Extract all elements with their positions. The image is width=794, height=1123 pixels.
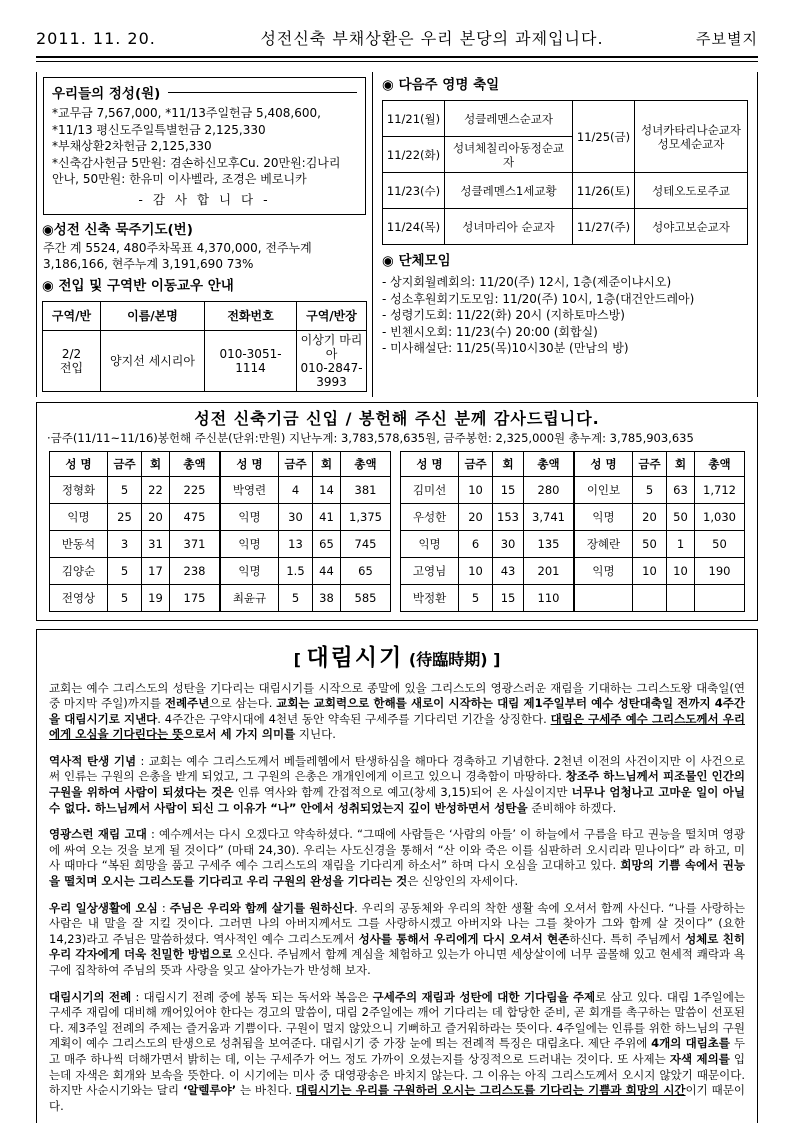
- text-run: 준비해야 하겠다.: [527, 800, 617, 815]
- rosary-heading: ◉성전 신축 묵주기도(번): [42, 221, 193, 238]
- table-cell: 6: [459, 530, 493, 557]
- table-cell: 65: [313, 530, 341, 557]
- table-cell: 43: [493, 557, 524, 584]
- table-cell: 10: [633, 557, 667, 584]
- top-section: [36, 72, 758, 397]
- table-cell: 성야고보순교자: [635, 209, 748, 245]
- table-cell: 5: [459, 584, 493, 611]
- column-header: 구역/반장: [297, 301, 367, 330]
- text-run: 은 신앙인의 자세이다.: [407, 874, 519, 889]
- header-label: 주보별지: [696, 30, 758, 48]
- table-cell: 전영상: [50, 584, 108, 611]
- table-cell: 585: [341, 584, 391, 611]
- table-cell: [695, 584, 745, 611]
- offerings-box: [43, 77, 366, 215]
- table-cell: 201: [524, 557, 574, 584]
- table-cell: 238: [170, 557, 220, 584]
- column-header: 금주: [633, 451, 667, 476]
- transfer-heading: ◉ 전입 및 구역반 이동교우 안내: [42, 277, 234, 294]
- advent-paragraph-second-coming: [49, 827, 745, 889]
- table-cell: 22: [142, 476, 170, 503]
- table-cell: 성녀마리아 순교자: [445, 209, 573, 245]
- fund-table-pair-left: [49, 451, 391, 612]
- table-cell: 익명: [221, 557, 279, 584]
- text-run: 인류 역사와 함께 간접적으로 예고(창세 3,15)되어 온 사실이지만: [233, 785, 572, 800]
- table-cell: 양지선 세시리아: [101, 330, 205, 391]
- text-run: 전례주년: [164, 696, 210, 711]
- table-cell: 30: [493, 530, 524, 557]
- table-cell: 20: [633, 503, 667, 530]
- table-cell: 381: [341, 476, 391, 503]
- text-run: :: [157, 900, 170, 915]
- table-row: [221, 530, 391, 557]
- list-item: - 상지회월례회의: 11/20(주) 12시, 1층(제준이냐시오): [382, 275, 672, 289]
- table-cell: 11/25(금): [573, 101, 635, 173]
- feast-heading: ◉ 다음주 영명 축일: [382, 77, 500, 93]
- fund-section: [36, 402, 758, 621]
- header-divider: [36, 56, 758, 62]
- rosary-body: 주간 계 5524, 480주차목표 4,370,000, 전주누계 3,186,166, 현주누계 3,191,690 73%: [43, 240, 312, 271]
- table-cell: 4: [279, 476, 313, 503]
- list-item: - 성소후원회기도모임: 11/20(주) 10시, 1층(대건안드레아): [382, 291, 695, 306]
- table-cell: 익명: [401, 530, 459, 557]
- column-header: 금주: [459, 451, 493, 476]
- table-cell: 성클레멘스순교자: [445, 101, 573, 137]
- table-cell: 41: [313, 503, 341, 530]
- table-cell: 280: [524, 476, 574, 503]
- table-cell: 20: [459, 503, 493, 530]
- table-cell: [667, 584, 695, 611]
- column-header: 금주: [279, 451, 313, 476]
- text-run: 지닌다.: [295, 727, 336, 742]
- table-cell: 19: [142, 584, 170, 611]
- table-cell: 이인보: [575, 476, 633, 503]
- table-row: [221, 503, 391, 530]
- table-cell: 성클레멘스1세교황: [445, 173, 573, 209]
- text-run: 역사적 탄생 기념: [49, 753, 137, 768]
- text-run: 성사를 통해서 우리에게 다시 오셔서 현존: [358, 931, 570, 946]
- table-cell: 1: [667, 530, 695, 557]
- text-run: 대림은 구세주 예수 그리스도께서 우리에게 오심을 기다린다는 뜻: [49, 711, 745, 742]
- page-title: 성전신축 부채상환은 우리 본당의 과제입니다.: [260, 29, 604, 48]
- table-cell: 박영련: [221, 476, 279, 503]
- table-header-row: [401, 451, 574, 476]
- table-row: [575, 503, 745, 530]
- table-cell: 65: [341, 557, 391, 584]
- table-row: [575, 557, 745, 584]
- table-cell: 익명: [50, 503, 108, 530]
- table-header-row: [50, 451, 220, 476]
- list-item: *신축감사헌금 5만원: 겸손하신모후Cu. 20만원:김나리: [52, 155, 341, 170]
- table-cell: 김양순: [50, 557, 108, 584]
- list-item: - 성령기도회: 11/22(화) 20시 (지하토마스방): [382, 308, 625, 322]
- table-row: [401, 557, 574, 584]
- text-run: 너무나 엄청나고 고마운 일이 아닐 수 없다. 하느님께서 사람이 되신 그 이유가 “나” 안에서 성취되었는지 깊이 반성하면서 성탄을: [49, 785, 745, 815]
- list-item: *부채상환2차헌금 2,125,330: [52, 139, 212, 153]
- table-cell: 10: [459, 476, 493, 503]
- header-date: 2011. 11. 20.: [36, 29, 156, 48]
- table-header-row: [43, 301, 367, 330]
- column-header: 성 명: [221, 451, 279, 476]
- table-cell: 25: [108, 503, 142, 530]
- text-run: 두고 매주 하나씩 더해가면서 밝히는 데, 이는 구세주가 어느 정도 가까이 오셨는지를 상징적으로 드러내는 것이다. 또 사제는: [49, 1036, 745, 1066]
- advent-paragraph-liturgy: [49, 990, 745, 1115]
- table-cell: 정형화: [50, 476, 108, 503]
- table-cell: 3,741: [524, 503, 574, 530]
- table-cell: 11/27(주): [573, 209, 635, 245]
- fund-tables: [45, 451, 749, 612]
- table-row: [50, 584, 220, 611]
- text-run: (待臨時期) ]: [403, 649, 501, 669]
- fund-table-3: [400, 451, 574, 612]
- table-cell: 371: [170, 530, 220, 557]
- table-cell: 135: [524, 530, 574, 557]
- text-run: 오신다. 주님께서 함께 계심을 체험하고 있는가 아니면 세상살이에 너무 골몰해 있고 현세적 쾌락과 욕구에 집착하여 주님의 뜻과 사랑을 잊고 살아가는가 반성해 보자.: [49, 947, 745, 977]
- column-header: 총액: [524, 451, 574, 476]
- table-cell: 15: [493, 476, 524, 503]
- top-right-column: [373, 72, 757, 397]
- advent-section: [36, 629, 758, 1123]
- table-cell: 13: [279, 530, 313, 557]
- text-run: : 예수께서는 다시 오겠다고 약속하셨다. “그때에 사람들은 ‘사람의 아들’ 이 하늘에서 구름을 타고 권능을 떨치며 영광에 싸여 오는 것을 보게 될 것이다” (마태 24,30). 우리는 사도신경을 통해서 “산 이와 죽은 이를 심판하러 오시리라 믿나이다” 라 하고, 미사 때마다 “복된 희망을 품고 구세주 예수 그리스도의 재림을 기다리게 하소서” 하며 다시 오심을 고대하고 있다.: [49, 827, 745, 873]
- table-cell: 5: [108, 557, 142, 584]
- advent-title: [49, 639, 745, 672]
- text-run: [: [293, 649, 307, 669]
- page-header: [36, 26, 758, 49]
- table-cell: 고영님: [401, 557, 459, 584]
- fund-table-pair-right: [400, 451, 745, 612]
- text-run: 주님은 우리와 함께 살기를 원하신다: [169, 900, 354, 915]
- table-cell: 225: [170, 476, 220, 503]
- table-cell: 2/2 전입: [43, 330, 101, 391]
- text-run: 입는데 자색은 회개와 보속을 뜻한다. 이 시기에는 미사 중 대영광송은 바치지 않는다. 그 이유는 아직 그리스도께서 오시지 않았기 때문이다. 하지만 사순시기와는 달리: [49, 1051, 745, 1098]
- table-row: [221, 476, 391, 503]
- advent-paragraph-intro: [49, 681, 745, 743]
- table-cell: 성테오도로주교: [635, 173, 748, 209]
- column-header: 총액: [695, 451, 745, 476]
- fund-subtitle: ·금주(11/11~11/16)봉헌해 주신분(단위:만원) 지난누계: 3,783,578,635원, 금주봉헌: 2,325,000원 총누계: 3,785,903,635: [47, 430, 694, 445]
- table-row: [575, 530, 745, 557]
- text-run: . 우리의 공동체와 우리의 착한 생활 속에 오셔서 함께 사신다. “나를 사랑하는 사람은 내 말을 잘 지킬 것이다. 그러면 나의 아버지께서도 그를 사랑하시겠고 아버지와 나는 그를 찾아가 그와 함께 살 것이다” (요한 14,23)라고 주님은 말씀하셨다. 역사적인 예수 그리스도께서: [49, 900, 746, 946]
- transfer-table: [42, 301, 367, 392]
- feast-days-table: [382, 100, 748, 245]
- table-row: [383, 209, 748, 245]
- table-cell: 3: [108, 530, 142, 557]
- table-cell: 5: [108, 584, 142, 611]
- column-header: 회: [142, 451, 170, 476]
- table-cell: 10: [459, 557, 493, 584]
- column-header: 구역/반: [43, 301, 101, 330]
- table-cell: 11/22(화): [383, 137, 445, 173]
- text-run: ‘알렐루야’: [182, 1083, 237, 1098]
- text-run: 영광스런 재림 고대: [49, 827, 147, 842]
- table-cell: 63: [667, 476, 695, 503]
- table-cell: 익명: [221, 530, 279, 557]
- table-cell: [633, 584, 667, 611]
- table-row: [383, 173, 748, 209]
- top-left-column: [37, 72, 373, 397]
- table-cell: 11/26(토): [573, 173, 635, 209]
- table-cell: 745: [341, 530, 391, 557]
- column-header: 금주: [108, 451, 142, 476]
- table-cell: 38: [313, 584, 341, 611]
- list-item: *교무금 7,567,000, *11/13주일헌금 5,408,600,: [52, 106, 321, 120]
- list-item: - 빈첸시오회: 11/23(수) 20:00 (회합실): [382, 324, 598, 339]
- table-row: [43, 330, 367, 391]
- text-run: : 대림시기 전례 중에 봉독 되는 독서와 복음은: [131, 989, 373, 1004]
- column-header: 회: [493, 451, 524, 476]
- text-run: 희망의 기쁨 속에서 권능을 떨치며 오시는 그리스도를 기다리고 우리 구원의 완성을 기다리는 것: [49, 858, 745, 889]
- table-cell: 반동석: [50, 530, 108, 557]
- column-header: 성 명: [50, 451, 108, 476]
- column-header: 회: [667, 451, 695, 476]
- table-cell: 익명: [221, 503, 279, 530]
- table-row: [383, 101, 748, 137]
- offerings-thanks: - 감 사 합 니 다 -: [138, 191, 271, 207]
- table-cell: 1,712: [695, 476, 745, 503]
- table-cell: 10: [667, 557, 695, 584]
- table-row: [221, 584, 391, 611]
- text-run: 성체로 친히 우리 각자에게 더욱 친밀한 방법으로: [49, 931, 745, 962]
- title-rule: [168, 92, 357, 93]
- table-row: [50, 557, 220, 584]
- column-header: 성 명: [575, 451, 633, 476]
- table-cell: 20: [142, 503, 170, 530]
- list-item: *11/13 평신도주일특별헌금 2,125,330: [52, 122, 266, 137]
- offerings-title: 우리들의 정성(원): [52, 86, 161, 102]
- table-cell: 50: [667, 503, 695, 530]
- advent-paragraph-birth: [49, 754, 745, 816]
- list-item: 안나, 50만원: 한유미 이사벨라, 조경은 베로니카: [52, 172, 307, 186]
- table-cell: 30: [279, 503, 313, 530]
- table-cell: 475: [170, 503, 220, 530]
- table-row: [401, 584, 574, 611]
- column-header: 회: [313, 451, 341, 476]
- text-run: 하신다. 특히 주님께서: [569, 931, 686, 946]
- advent-paragraph-daily-life: [49, 901, 745, 979]
- table-cell: 성녀카타리나순교자 성모세순교자: [635, 101, 748, 173]
- meetings-heading: ◉ 단체모임: [382, 253, 451, 269]
- table-cell: 최윤규: [221, 584, 279, 611]
- column-header: 총액: [341, 451, 391, 476]
- fund-title: 성전 신축기금 신입 / 봉헌해 주신 분께 감사드립니다.: [194, 408, 600, 428]
- table-cell: 성녀체칠리아동정순교자: [445, 137, 573, 173]
- table-cell: 190: [695, 557, 745, 584]
- table-cell: 1,375: [341, 503, 391, 530]
- fund-table-1: [49, 451, 220, 612]
- table-cell: 14: [313, 476, 341, 503]
- table-cell: 익명: [575, 557, 633, 584]
- text-run: 교회는 예수 그리스도의 성탄을 기다리는 대림시기를 시작으로 종말에 있을 그리스도의 영광스러운 재림을 기대하는 그리스도왕 대축일(연중 마지막 주일)까지를: [49, 680, 745, 711]
- text-run: . 4주간은 구약시대에 4천년 동안 약속된 구세주를 기다리던 기간을 상징한다.: [157, 711, 551, 726]
- table-cell: 110: [524, 584, 574, 611]
- text-run: 자색 제의를: [669, 1051, 730, 1066]
- table-cell: 장혜란: [575, 530, 633, 557]
- table-row: [401, 530, 574, 557]
- table-cell: 11/24(목): [383, 209, 445, 245]
- table-cell: 175: [170, 584, 220, 611]
- text-run: 구세주의 재림과 성탄에 대한 기다림을 주제: [372, 989, 596, 1004]
- list-item: - 미사해설단: 11/25(목)10시30분 (만남의 방): [382, 341, 629, 355]
- text-run: 우리 일상생활에 오심: [49, 900, 158, 915]
- column-header: 전화번호: [205, 301, 297, 330]
- text-run: 4개의 대림초를: [651, 1036, 731, 1051]
- table-cell: 5: [633, 476, 667, 503]
- table-row: [50, 503, 220, 530]
- offerings-title-row: [52, 80, 357, 105]
- table-cell: 우성한: [401, 503, 459, 530]
- table-row: [575, 584, 745, 611]
- table-cell: 44: [313, 557, 341, 584]
- text-run: 로 삼고 있다. 대림 1주일에는 구세주 재림에 대비해 깨어있어야 한다는 경고의 말씀이, 대림 2주일에는 깨어 기다리는 데 합당한 준비, 곧 회개를 촉구하는 말씀이 선포된다. 제3주일 전례의 주제는 즐거움과 기쁨이다. 구원이 멀지 않았으니 기뻐하고 즐거워하라는 뜻이다. 4주일에는 인류를 위한 하느님의 구원 계획이 예수 그리스도의 탄생으로 성취됨을 보여준다. 대림시기 중 가장 눈에 띄는 전례적 특징은 대림초다. 제단 주위에: [49, 989, 746, 1051]
- text-run: 창조주 하느님께서 피조물인 인간의 구원을 위하여 사람이 되셨다는 것은: [49, 769, 745, 800]
- table-cell: 17: [142, 557, 170, 584]
- table-header-row: [575, 451, 745, 476]
- text-run: : 교회는 예수 그리스도께서 베들레헴에서 탄생하심을 해마다 경축하고 기념한다. 2천년 이전의 사건이지만 이 사건으로써 인류는 구원의 은총을 받게 되었고, 그 구원의 은총은 개개인에게 이르고 있으니 경축함이 마땅하다.: [49, 753, 745, 784]
- table-cell: 50: [695, 530, 745, 557]
- table-cell: 15: [493, 584, 524, 611]
- table-row: [221, 557, 391, 584]
- table-row: [50, 476, 220, 503]
- text-run: 대림시기: [306, 644, 404, 671]
- column-header: 성 명: [401, 451, 459, 476]
- text-run: 이기 때문이다.: [49, 1083, 746, 1113]
- table-cell: 5: [279, 584, 313, 611]
- table-cell: 김미선: [401, 476, 459, 503]
- fund-table-4: [574, 451, 745, 612]
- meetings-list: [382, 274, 748, 357]
- table-cell: 이상기 마리아 010-2847-3993: [297, 330, 367, 391]
- table-cell: 11/23(수): [383, 173, 445, 209]
- table-cell: 31: [142, 530, 170, 557]
- text-run: 으로 삼는다.: [209, 696, 277, 711]
- text-run: 대림시기는 우리를 구원하러 오시는 그리스도를 기다리는 기쁨과 희망의 시간: [295, 1083, 686, 1098]
- table-cell: 1,030: [695, 503, 745, 530]
- column-header: 이름/본명: [101, 301, 205, 330]
- column-header: 총액: [170, 451, 220, 476]
- table-row: [575, 476, 745, 503]
- table-cell: 153: [493, 503, 524, 530]
- table-cell: 익명: [575, 503, 633, 530]
- text-run: 대림시기의 전례: [49, 989, 132, 1004]
- table-cell: 박정환: [401, 584, 459, 611]
- table-row: [401, 476, 574, 503]
- table-cell: [575, 584, 633, 611]
- table-cell: 5: [108, 476, 142, 503]
- text-run: 으로서 세 가지 의미를: [183, 727, 296, 742]
- table-row: [50, 530, 220, 557]
- table-cell: 1.5: [279, 557, 313, 584]
- fund-table-2: [220, 451, 391, 612]
- table-cell: 50: [633, 530, 667, 557]
- table-cell: 11/21(월): [383, 101, 445, 137]
- table-cell: 010-3051-1114: [205, 330, 297, 391]
- text-run: 는 바친다.: [236, 1083, 296, 1098]
- table-header-row: [221, 451, 391, 476]
- offerings-lines: [52, 105, 357, 188]
- table-row: [401, 503, 574, 530]
- text-run: 교회는 교회력으로 한해를 새로이 시작하는 대림 제1주일부터 예수 성탄대축일 전까지 4주간을 대림시기로 지낸다: [49, 696, 746, 726]
